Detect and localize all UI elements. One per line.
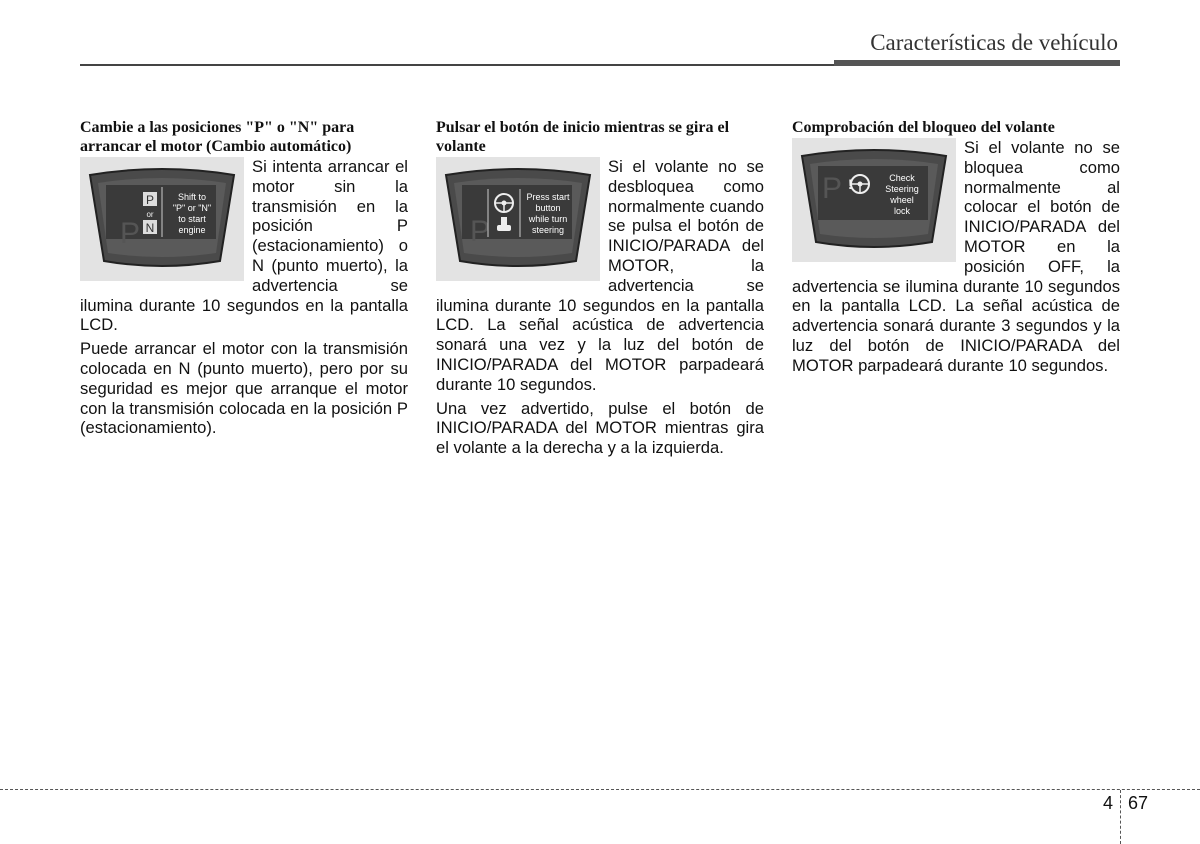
gear-n-label: N [145,221,155,235]
lcd-text-line: Press start [526,192,570,202]
svg-text:P: P [470,215,491,248]
body-paragraph: Si intenta arrancar el motor sin la transmisión en la posición P (estacionamiento) o N (punto muerto), la advertencia se ilumina durante 10 segundos en la pantalla LCD. [80,157,408,335]
body-paragraph: Si el volante no se bloquea como normalmente al colocar el botón de INICIO/PARADA del MOTOR en la posición OFF, la advertencia se ilumina durante 10 segundos en la pantalla LCD. La señal acústica de advertencia sonará durante 3 segundos y la luz del botón de INICIO/PARADA del MOTOR parpadeará durante 10 segundos. [792,138,1120,375]
chapter-number: 4 [1103,793,1114,813]
column-steering-lock-check [792,118,1120,380]
gear-p-label: P [145,193,155,207]
svg-text:!: ! [848,176,853,192]
column-press-start-button [436,118,764,462]
section-heading: Cambie a las posiciones "P" o "N" para arrancar el motor (Cambio automático) [80,119,355,155]
section-heading: Comprobación del bloqueo del volante [792,119,1055,136]
lcd-text-line: "P" or "N" [172,203,212,213]
page-number: 67 [1128,793,1149,813]
lcd-warning-figure [80,157,244,281]
gear-or-label: or [146,210,154,219]
lcd-text-line: Check [889,173,915,183]
column-shift-position [80,118,408,442]
lcd-text-line: engine [178,225,206,235]
lcd-text-line: button [535,203,561,213]
svg-text:P: P [822,172,843,205]
steering-wheel-press-icon [436,157,600,281]
lcd-text-line: steering [531,225,565,235]
lcd-text-line: lock [893,206,911,216]
svg-text:P: P [120,217,141,250]
header-rule-accent [834,60,1120,66]
lcd-warning-figure [792,138,956,262]
lcd-text-line: Steering [885,184,919,194]
body-paragraph: Una vez advertido, pulse el botón de INICIO/PARADA del MOTOR mientras gira el volante a la derecha y a la izquierda. [436,398,764,458]
footer-divider [0,789,1200,790]
page-header-title: Características de vehículo [870,30,1118,55]
lcd-text-line: while turn [528,214,568,224]
lcd-text-line: wheel [890,195,914,205]
gear-position-indicator [80,157,244,281]
body-paragraph: Puede arrancar el motor con la transmisión colocada en N (punto muerto), pero por su seguridad es mejor que arranque el motor con la transmisión colocada en la posición P (estacionamiento). [80,339,408,438]
body-paragraph: Si el volante no se desbloquea como normalmente cuando se pulsa el botón de INICIO/PARADA del MOTOR, la advertencia se ilumina durante 10 segundos en la pantalla LCD. La señal acústica de advertencia sonará una vez y la luz del botón de INICIO/PARADA del MOTOR parpadeará durante 10 segundos. [436,157,764,394]
lcd-text-line: Shift to [177,192,207,202]
footer-vertical-divider [1120,790,1121,844]
lcd-warning-figure [436,157,600,281]
lcd-text-line: to start [178,214,206,224]
steering-wheel-warning-icon [792,138,956,262]
section-heading: Pulsar el botón de inicio mientras se gira el volante [436,119,730,155]
